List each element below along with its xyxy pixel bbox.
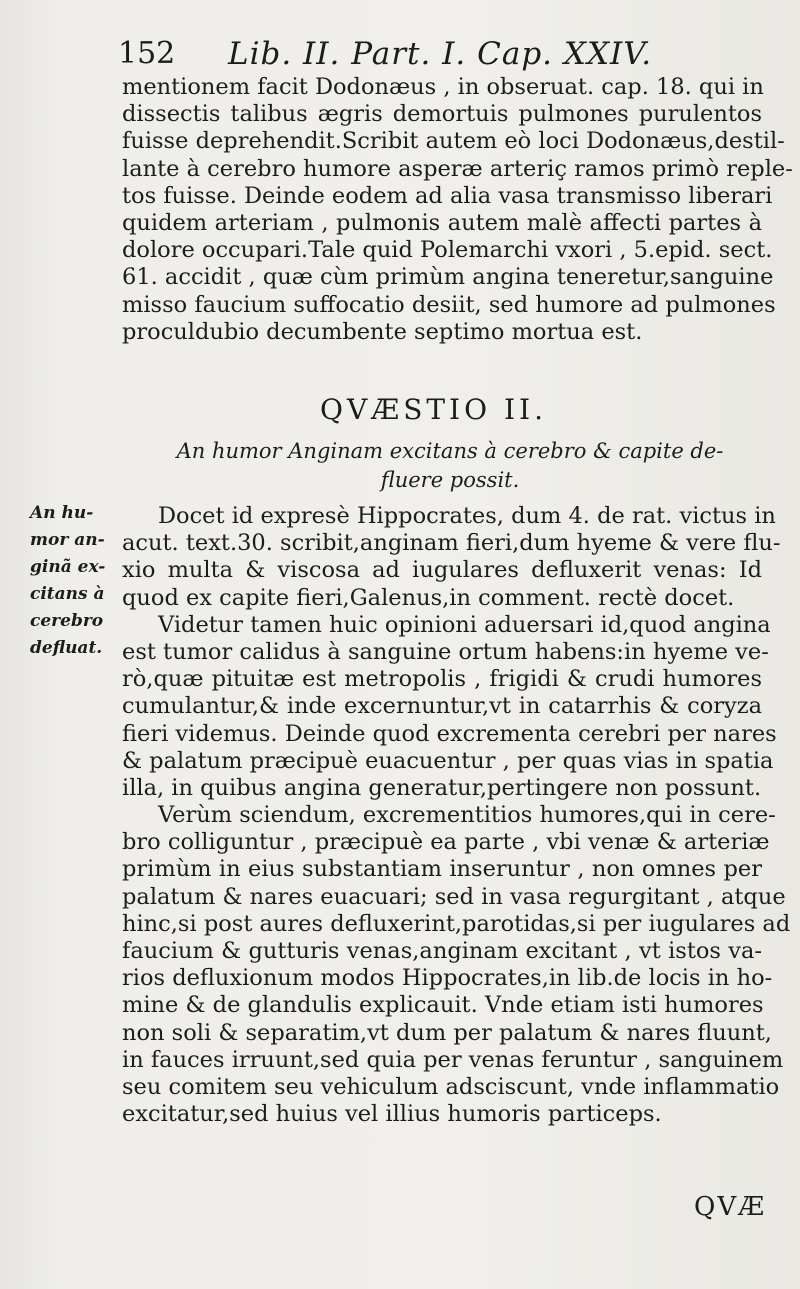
margin-note-line: ginã ex-: [30, 557, 106, 577]
text-line: in fauces irruunt,sed quia per venas feruntur , sanguinem: [122, 1046, 784, 1073]
question-subtitle: [160, 437, 740, 495]
text-line: Docet id expresè Hippocrates, dum 4. de rat. victus in: [158, 503, 776, 529]
text-line: & palatum præcipuè euacuentur , per quas vias in spatia: [122, 747, 774, 774]
running-head-title: Lib. II. Part. I. Cap. XXIV.: [228, 36, 653, 72]
text-line: 61. accidit , quæ cùm primùm angina teneretur,sanguine: [122, 264, 774, 291]
text-line: acut. text.30. scribit,anginam fieri,dum hyeme & vere flu-: [122, 530, 781, 557]
text-line: tos fuisse. Deinde eodem ad alia vasa transmisso liberari: [122, 182, 773, 209]
question-subtitle-line: An humor Anginam excitans à cerebro & capite de-: [176, 439, 724, 463]
margin-note-line: defluat.: [30, 638, 103, 658]
text-block-main: [122, 503, 791, 1128]
margin-note-line: citans à: [30, 584, 105, 604]
page-number: 152: [118, 36, 176, 71]
margin-note-line: An hu-: [30, 503, 94, 523]
catchword: QVÆ: [694, 1192, 767, 1222]
text-line: seu comitem seu vehiculum adsciscunt, vnde inflammatio: [122, 1073, 780, 1100]
text-line: Verùm sciendum, excrementitios humores,qui in cere-: [158, 802, 776, 829]
text-line: non soli & separatim,vt dum per palatum & nares fluunt,: [122, 1019, 772, 1046]
text-line: bro colliguntur , præcipuè ea parte , vbi venæ & arteriæ: [122, 829, 770, 856]
text-line: quidem arteriam , pulmonis autem malè affecti partes à: [122, 209, 762, 236]
question-subtitle-line: fluere possit.: [380, 468, 520, 492]
text-line: rò,quæ pituitæ est metropolis , frigidi & crudi humores: [122, 666, 762, 693]
text-line: est tumor calidus à sanguine ortum habens:in hyeme ve-: [122, 638, 769, 665]
margin-note-line: cerebro: [30, 611, 104, 631]
text-line: faucium & gutturis venas,anginam excitant , vt istos va-: [122, 938, 762, 964]
running-header: [118, 34, 768, 74]
text-line: excitatur,sed huius vel illius humoris particeps.: [122, 1101, 662, 1128]
text-line: mine & de glandulis explicauit. Vnde etiam isti humores: [122, 992, 764, 1019]
text-line: fuisse deprehendit.Scribit autem eò loci Dodonæus,destil-: [122, 128, 785, 155]
text-line: fieri videmus. Deinde quod excrementa cerebri per nares: [122, 720, 777, 747]
margin-note-line: mor an-: [30, 530, 105, 550]
text-line: Videtur tamen huic opinioni aduersari id,quod angina: [158, 611, 771, 638]
margin-note: [30, 500, 122, 662]
text-line: lante à cerebro humore asperæ arteriç ramos primò reple-: [122, 155, 793, 182]
text-line: illa, in quibus angina generatur,pertingere non possunt.: [122, 774, 762, 801]
text-line: rios defluxionum modos Hippocrates,in lib.de locis in ho-: [122, 965, 773, 992]
text-line: primùm in eius substantiam inseruntur , non omnes per: [122, 856, 762, 883]
text-line: quod ex capite fieri,Galenus,in comment. rectè docet.: [122, 584, 735, 611]
text-line: palatum & nares euacuari; sed in vasa regurgitant , atque: [122, 883, 786, 910]
text-line: dolore occupari.Tale quid Polemarchi vxori , 5.epid. sect.: [122, 237, 773, 264]
text-line: dissectis talibus ægris demortuis pulmones purulentos: [122, 101, 762, 128]
text-line: mentionem facit Dodonæus , in obseruat. cap. 18. qui in: [122, 74, 764, 100]
text-block-top: [122, 74, 793, 346]
text-line: xio multa & viscosa ad iugulares defluxerit venas: Id: [122, 557, 762, 584]
text-line: misso faucium suffocatio desiit, sed humore ad pulmones: [122, 291, 776, 318]
text-line: proculdubio decumbente septimo mortua est.: [122, 318, 643, 345]
text-line: cumulantur,& inde excernuntur,vt in catarrhis & coryza: [122, 693, 762, 720]
text-line: hinc,si post aures defluxerint,parotidas,si per iugulares ad: [122, 910, 791, 937]
question-title: QVÆSTIO II.: [320, 393, 547, 426]
